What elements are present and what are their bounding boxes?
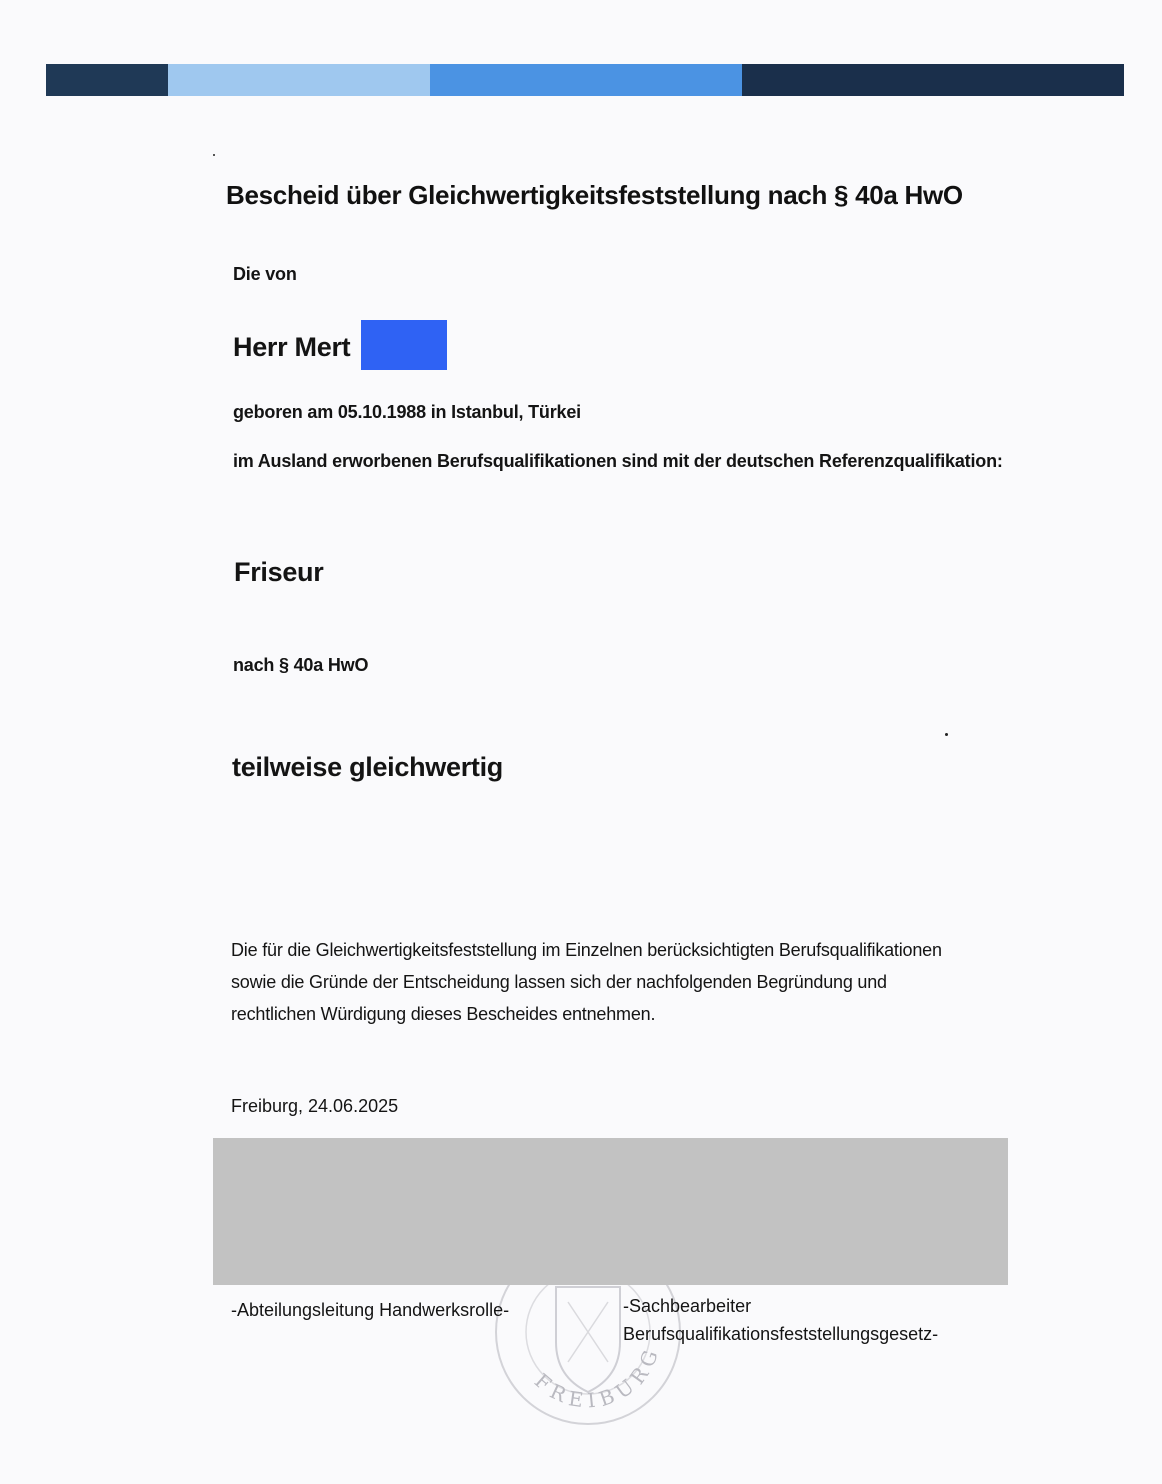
signature-left-title: -Abteilungsleitung Handwerksrolle- [231,1300,510,1320]
signature-redaction-box [213,1138,1008,1285]
explanation-line: sowie die Gründe der Entscheidung lassen sich der nachfolgenden Begründung und [231,972,887,992]
seal-text: FREIBURG [529,1341,665,1413]
header-bar-segment-navy [742,64,1124,96]
place-date: Freiburg, 24.06.2025 [231,1096,399,1116]
header-bar-segment-dark [46,64,168,96]
legal-basis: nach § 40a HwO [233,655,369,675]
document-title: Bescheid über Gleichwertigkeitsfeststellung nach § 40a HwO [226,180,963,210]
result-text: teilweise gleichwertig [232,752,503,782]
qualification-name: Friseur [234,557,324,587]
header-bar-segment-light [168,64,430,96]
signature-right-line2: Berufsqualifikationsfeststellungsgesetz- [623,1324,939,1344]
explanation-line: rechtlichen Würdigung dieses Bescheides entnehmen. [231,1004,656,1024]
explanation-paragraph [231,934,991,1030]
paper-speck [945,733,948,736]
explanation-line: Die für die Gleichwertigkeitsfeststellung im Einzelnen berücksichtigten Berufsqualifikationen [231,940,942,960]
birth-info: geboren am 05.10.1988 in Istanbul, Türkei [233,402,581,422]
signature-right-line1: -Sachbearbeiter [623,1296,752,1316]
recognition-statement: im Ausland erworbenen Berufsqualifikationen sind mit der deutschen Referenzqualifikation: [233,451,1003,471]
header-bar-segment-mid [430,64,742,96]
signature-right-title [623,1292,938,1348]
header-color-bar [46,64,1124,96]
name-redaction-box [361,320,447,370]
person-name: Herr Mert [233,332,351,362]
intro-prefix: Die von [233,264,297,284]
paper-speck [213,154,215,156]
